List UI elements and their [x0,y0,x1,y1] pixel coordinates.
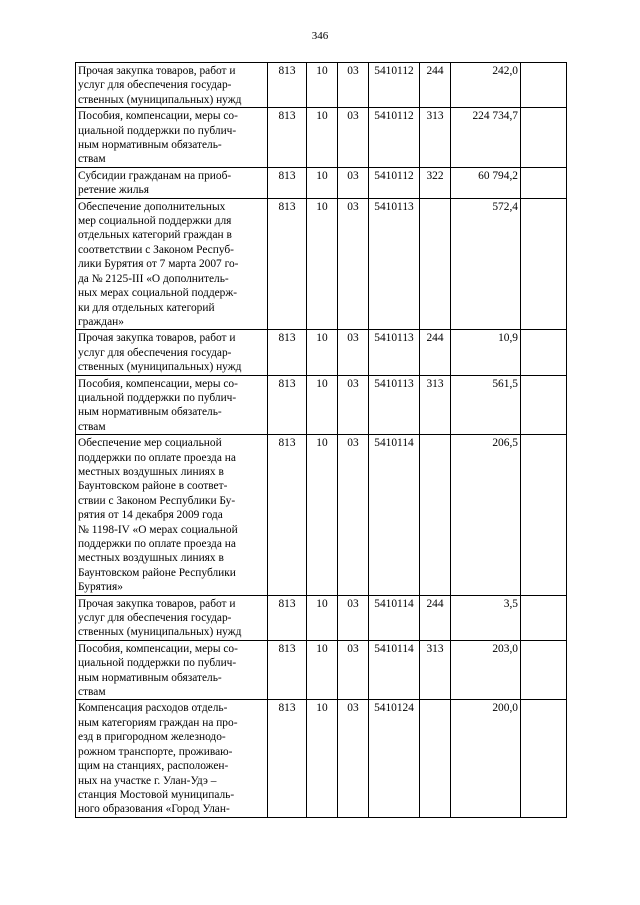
extra-cell [521,198,567,330]
target-article-cell: 5410113 [369,198,420,330]
expense-type-cell: 244 [420,330,451,375]
subsection-code-cell: 03 [338,700,369,817]
section-code-cell: 10 [307,198,338,330]
ministry-code-cell: 813 [268,640,307,700]
ministry-code-cell: 813 [268,198,307,330]
ministry-code-cell: 813 [268,435,307,595]
section-code-cell: 10 [307,330,338,375]
table-row [76,198,567,330]
table-row [76,330,567,375]
amount-cell: 10,9 [451,330,521,375]
amount-cell: 206,5 [451,435,521,595]
extra-cell [521,63,567,108]
expense-type-cell: 244 [420,595,451,640]
target-article-cell: 5410112 [369,108,420,168]
row-name-cell: Компенсация расходов отдель- ным категориям граждан на про- езд в пригородном железнодо- рожном транспорте, проживаю- щим на станциях, расположен- ных на участке г. Улан-Удэ – станция Мостовой муниципаль- ного образования «Город Улан- [76,700,268,817]
table-row [76,63,567,108]
section-code-cell: 10 [307,167,338,198]
subsection-code-cell: 03 [338,167,369,198]
subsection-code-cell: 03 [338,198,369,330]
extra-cell [521,375,567,435]
amount-cell: 224 734,7 [451,108,521,168]
amount-cell: 60 794,2 [451,167,521,198]
row-name-cell: Пособия, компенсации, меры со- циальной поддержки по публич- ным нормативным обязатель- ствам [76,640,268,700]
subsection-code-cell: 03 [338,435,369,595]
subsection-code-cell: 03 [338,640,369,700]
table-body [76,63,567,818]
extra-cell [521,108,567,168]
ministry-code-cell: 813 [268,108,307,168]
section-code-cell: 10 [307,435,338,595]
amount-cell: 561,5 [451,375,521,435]
extra-cell [521,167,567,198]
row-name-cell: Прочая закупка товаров, работ и услуг для обеспечения государ- ственных (муниципальных) нужд [76,330,268,375]
target-article-cell: 5410112 [369,167,420,198]
page-number: 346 [311,30,329,42]
amount-cell: 200,0 [451,700,521,817]
target-article-cell: 5410114 [369,640,420,700]
expense-type-cell [420,435,451,595]
row-name-cell: Обеспечение дополнительных мер социальной поддержки для отдельных категорий граждан в соответствии с Законом Респуб- лики Бурятия от 7 марта 2007 го- да № 2125-III «О дополнитель- ных мерах социальной поддерж- ки для отдельных категорий граждан» [76,198,268,330]
ministry-code-cell: 813 [268,595,307,640]
row-name-cell: Пособия, компенсации, меры со- циальной поддержки по публич- ным нормативным обязатель- ствам [76,108,268,168]
row-name-cell: Пособия, компенсации, меры со- циальной поддержки по публич- ным нормативным обязатель- ствам [76,375,268,435]
section-code-cell: 10 [307,108,338,168]
target-article-cell: 5410124 [369,700,420,817]
target-article-cell: 5410113 [369,330,420,375]
amount-cell: 3,5 [451,595,521,640]
extra-cell [521,640,567,700]
table-row [76,640,567,700]
expense-type-cell: 322 [420,167,451,198]
ministry-code-cell: 813 [268,330,307,375]
subsection-code-cell: 03 [338,63,369,108]
target-article-cell: 5410114 [369,435,420,595]
expense-type-cell [420,198,451,330]
target-article-cell: 5410112 [369,63,420,108]
section-code-cell: 10 [307,375,338,435]
row-name-cell: Прочая закупка товаров, работ и услуг для обеспечения государ- ственных (муниципальных) нужд [76,63,268,108]
section-code-cell: 10 [307,595,338,640]
subsection-code-cell: 03 [338,330,369,375]
extra-cell [521,330,567,375]
budget-table [75,62,567,818]
subsection-code-cell: 03 [338,108,369,168]
extra-cell [521,435,567,595]
table-row [76,700,567,817]
table-row [76,167,567,198]
ministry-code-cell: 813 [268,700,307,817]
expense-type-cell: 244 [420,63,451,108]
section-code-cell: 10 [307,640,338,700]
subsection-code-cell: 03 [338,595,369,640]
table-row [76,435,567,595]
row-name-cell: Обеспечение мер социальной поддержки по оплате проезда на местных воздушных линиях в Баунтовском районе в соответ- ствии с Законом Республики Бу- рятия от 14 декабря 2009 года № 1198-IV «О мерах социальной поддержки по оплате проезда на местных воздушных линиях в Баунтовском районе Республики Бурятия» [76,435,268,595]
amount-cell: 203,0 [451,640,521,700]
row-name-cell: Субсидии гражданам на приоб- ретение жилья [76,167,268,198]
extra-cell [521,700,567,817]
expense-type-cell: 313 [420,108,451,168]
ministry-code-cell: 813 [268,167,307,198]
expense-type-cell: 313 [420,375,451,435]
table-row [76,595,567,640]
target-article-cell: 5410113 [369,375,420,435]
amount-cell: 242,0 [451,63,521,108]
expense-type-cell: 313 [420,640,451,700]
ministry-code-cell: 813 [268,63,307,108]
section-code-cell: 10 [307,63,338,108]
subsection-code-cell: 03 [338,375,369,435]
table-row [76,108,567,168]
extra-cell [521,595,567,640]
row-name-cell: Прочая закупка товаров, работ и услуг для обеспечения государ- ственных (муниципальных) нужд [76,595,268,640]
table-row [76,375,567,435]
section-code-cell: 10 [307,700,338,817]
target-article-cell: 5410114 [369,595,420,640]
ministry-code-cell: 813 [268,375,307,435]
expense-type-cell [420,700,451,817]
amount-cell: 572,4 [451,198,521,330]
